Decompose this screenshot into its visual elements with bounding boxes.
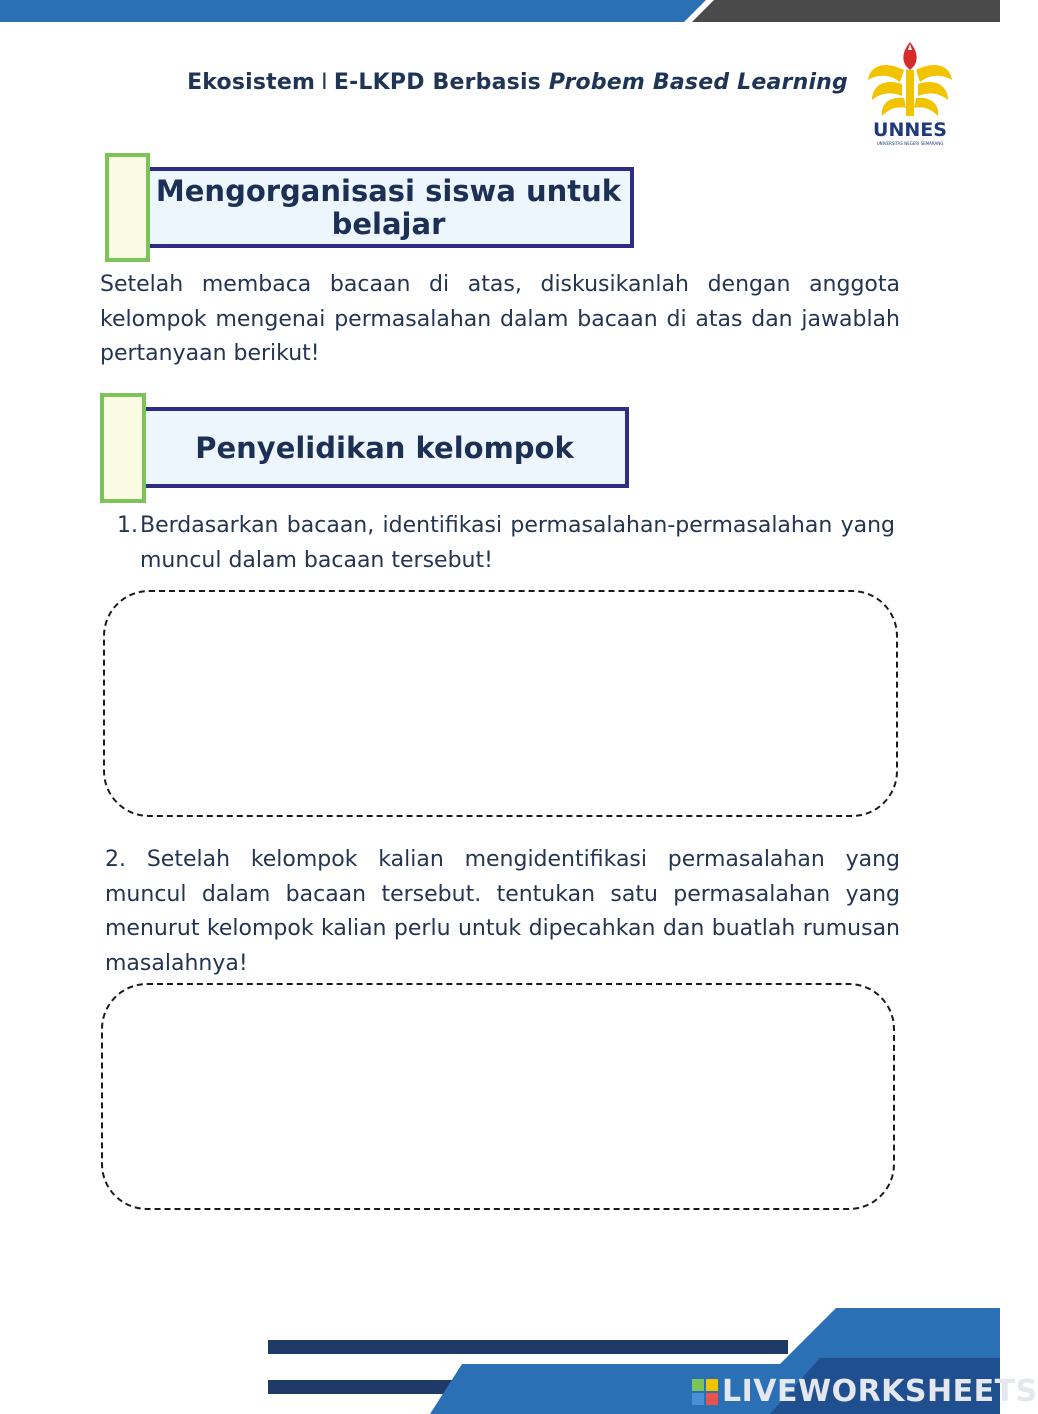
question-2-text: Setelah kelompok kalian mengidentifikasi permasalahan yang muncul dalam bacaan tersebut. tentukan satu permasalahan yang menurut kelompok kalian perlu untuk dipecahkan dan buatlah rumusan masalahnya! [105, 847, 900, 976]
logo-subtext: UNIVERSITAS NEGERI SEMARANG [876, 141, 944, 146]
section2-title: Penyelidikan kelompok [195, 430, 574, 465]
header-separator: I [321, 70, 328, 95]
section1-heading [143, 167, 634, 248]
top-decor-bar [0, 0, 1000, 24]
section1-instruction: Setelah membaca bacaan di atas, diskusikanlah dengan anggota kelompok mengenai permasalahan dalam bacaan di atas dan jawablah pertanyaan berikut! [100, 272, 900, 366]
liveworksheets-watermark [692, 1374, 1038, 1409]
liveworksheets-logo-icon [692, 1379, 718, 1405]
header-method: Probem Based Learning [548, 70, 848, 95]
answer-input-1[interactable] [105, 592, 896, 815]
watermark-text: LIVEWORKSHEETS [722, 1374, 1038, 1409]
section2-heading [140, 407, 629, 488]
header-topic: Ekosistem [187, 70, 316, 95]
question-2-number: 2. [105, 847, 126, 872]
answer-input-2[interactable] [103, 985, 893, 1208]
question-1-text: Berdasarkan bacaan, identifikasi permasalahan-permasalahan yang muncul dalam bacaan tersebut! [140, 513, 895, 573]
section1-title-line1: Mengorganisasi siswa untuk [155, 173, 622, 208]
section1-title-line2: belajar [331, 206, 446, 241]
section2-tab [100, 393, 146, 503]
unnes-logo-icon [864, 30, 956, 148]
answer-box-2[interactable] [101, 983, 895, 1210]
header-prefix: E-LKPD Berbasis [333, 70, 541, 95]
question-2 [105, 843, 900, 981]
question-1-number: 1. [117, 513, 138, 538]
logo-text: UNNES [873, 119, 947, 141]
answer-box-1[interactable] [103, 590, 898, 817]
header-title [187, 70, 848, 95]
section1-tab [105, 153, 150, 262]
